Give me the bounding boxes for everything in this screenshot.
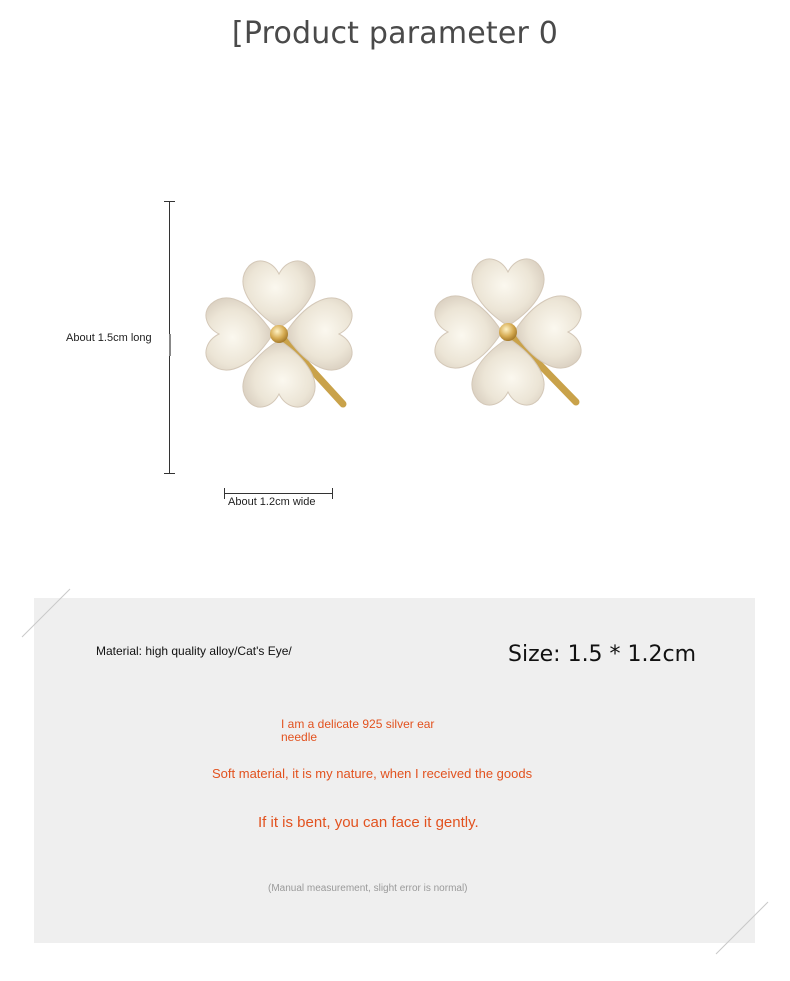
corner-decoration-bottom-right: [714, 900, 770, 956]
width-dimension-cap-left: [224, 488, 225, 499]
material-text: Material: high quality alloy/Cat's Eye/: [96, 644, 292, 658]
length-label: About 1.5cm long: [66, 332, 152, 344]
size-text: Size: 1.5 * 1.2cm: [508, 642, 697, 667]
width-dimension-line: [224, 493, 333, 494]
length-dimension-cap-bottom: [164, 473, 175, 474]
measurement-note: (Manual measurement, slight error is normal): [268, 883, 468, 894]
earring-image-right: [422, 252, 594, 424]
width-label: About 1.2cm wide: [228, 496, 316, 508]
earring-image-left: [195, 252, 367, 424]
soft-material-note: Soft material, it is my nature, when I received the goods: [212, 766, 533, 781]
corner-decoration-top-left: [20, 585, 76, 641]
width-dimension-cap-right: [332, 488, 333, 499]
length-dimension-tick: [169, 334, 171, 356]
page-title: [Product parameter 0: [231, 16, 559, 51]
bent-note: If it is bent, you can face it gently.: [258, 814, 479, 831]
needle-note: I am a delicate 925 silver ear needle: [281, 717, 435, 744]
length-dimension-cap-top: [164, 201, 175, 202]
